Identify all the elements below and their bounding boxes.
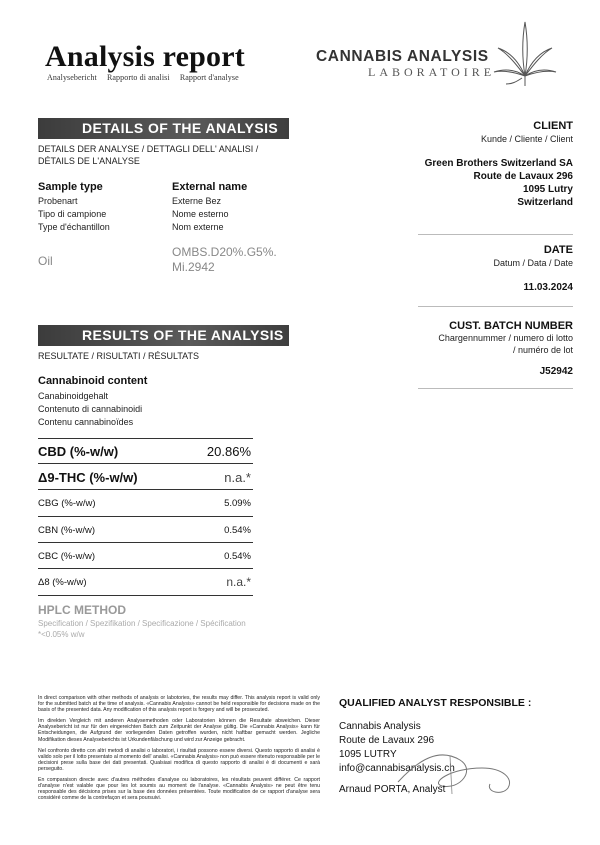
date-divider [418, 306, 573, 307]
table-row [38, 569, 253, 596]
disclaimer-en: In direct comparison with other methods of analysis or labotories, the results may differ. This analysis report is valid only for the submitted batch at the time of analysis. «Cannabis Analysis» cannot be held responsible for decisions made on the basis of the presented data. Any modification of this analysis report is forgery and will be prosecuted. [38, 695, 320, 714]
external-name-value-line1: OMBS.D20%.G5%. [172, 245, 277, 259]
method-spec-line: Specification / Spezifikation / Specificazione / Spécification [38, 619, 246, 628]
disclaimer-de: Im direkten Vergleich mit anderen Analysemethoden oder Laboratorien können die Resultate abweichen. Dieser Analysebericht ist nur für den eingereichten Batch zum Zeitpunkt der Analyse gültig. Die «Cannabis Analysis» kann für Entscheidungen, die Aufgrund der vorliegenden Daten getroffen wurden, nicht haftbar gemacht werden. Jegliche Modifikation dieses Analyseberichts ist Urkundenfälschung und wird zur Anzeige gebracht. [38, 718, 320, 743]
results-sub-line: RESULTATE / RISULTATI / RÉSULTATS [38, 351, 200, 361]
sample-type-fr: Type d'échantillon [38, 222, 110, 232]
details-sub-line1: DETAILS DER ANALYSE / DETTAGLI DELL' ANALISI / [38, 144, 259, 154]
subtitle-it: Rapporto di analisi [106, 73, 170, 82]
sample-type-it: Tipo di campione [38, 209, 107, 219]
date-translations: Datum / Data / Date [493, 258, 573, 268]
batch-divider [418, 388, 573, 389]
date-label: DATE [543, 244, 573, 256]
disclaimer-it: Nel confronto diretto con altri metodi di analisi o laboratori, i risultati possono essere diversi. Questo rapporto di analisi è valido solo per il lotto presentato al momento dell' analisi. «Cannabis Analysis» non può essere ritenuto responsabile per le decisioni prese sulla base dei dati presentati. Qualsiasi modifica di questo rapporto di analisi è di documenti e sarà perseguito. [38, 747, 320, 772]
table-row [38, 543, 253, 569]
results-table [38, 438, 253, 596]
thc-label: Δ9-THC (%-w/w) [38, 470, 138, 485]
sample-type-label: Sample type [38, 181, 103, 193]
analyst-signatory: Arnaud PORTA, Analyst [339, 784, 446, 795]
analyst-city: 1095 LUTRY [339, 749, 397, 760]
disclaimer-fr: En comparaison directe avec d'autres méthodes d'analyse ou laboratoires, les résultats peuvent différer. Ce rapport d'analyse n'est valable que pour les lot soumis au moment de l'analyse. «Cannabis Analysis» ne peut être tenu responsable des décisions prises sur la base des données présentées. Toute modification de ce rapport d'analyse sera considéré comme de la contrefaçon et sera poursuivi. [38, 777, 320, 802]
cannabis-leaf-logo-icon [492, 18, 558, 88]
cannabinoid-fr: Contenu cannabinoïdes [38, 417, 134, 427]
external-name-de: Externe Bez [172, 196, 222, 206]
method-footnote: *<0.05% w/w [38, 630, 85, 639]
results-section-header: RESULTS OF THE ANALYSIS [38, 325, 289, 346]
external-name-value-line2: Mi.2942 [172, 260, 215, 274]
external-name-label: External name [172, 181, 248, 193]
report-subtitles [47, 73, 247, 82]
table-row [38, 439, 253, 464]
batch-value: J52942 [539, 366, 573, 377]
analyst-heading: QUALIFIED ANALYST RESPONSIBLE : [339, 697, 532, 709]
cbg-label: CBG (%-w/w) [38, 498, 96, 509]
cbd-label: CBD (%-w/w) [38, 444, 119, 459]
thc-value: n.a.* [224, 470, 251, 485]
table-row [38, 464, 253, 490]
method-title: HPLC METHOD [38, 603, 126, 617]
analyst-street: Route de Lavaux 296 [339, 735, 435, 746]
external-name-it: Nome esterno [172, 209, 229, 219]
report-title: Analysis report [45, 40, 245, 73]
client-city: 1095 Lutry [522, 184, 573, 195]
brand-name: CANNABIS ANALYSIS [316, 48, 489, 65]
cannabinoid-title: Cannabinoid content [38, 375, 148, 387]
table-row [38, 517, 253, 543]
delta8-label: Δ8 (%-w/w) [38, 577, 87, 588]
details-sub-line2: DÉTAILS DE L'ANALYSE [38, 156, 140, 166]
details-section-header: DETAILS OF THE ANALYSIS [38, 118, 289, 139]
table-row [38, 490, 253, 517]
subtitle-fr: Rapport d'analyse [179, 73, 239, 82]
brand-subtitle: LABORATOIRE [368, 65, 496, 79]
cbn-value: 0.54% [224, 525, 251, 536]
client-street: Route de Lavaux 296 [473, 171, 573, 182]
subtitle-de: Analysebericht [47, 73, 97, 82]
batch-label: CUST. BATCH NUMBER [449, 320, 573, 332]
cannabinoid-de: Canabinoidgehalt [38, 391, 109, 401]
sample-type-value: Oil [38, 254, 53, 268]
cbc-value: 0.54% [224, 551, 251, 562]
delta8-value: n.a.* [226, 575, 251, 589]
client-name: Green Brothers Switzerland SA [424, 158, 573, 169]
analyst-email: info@cannabisanalysis.ch [339, 763, 455, 774]
cbd-value: 20.86% [206, 444, 251, 459]
client-country: Switzerland [517, 197, 573, 208]
disclaimer-block [38, 695, 320, 801]
date-value: 11.03.2024 [523, 282, 573, 293]
cbg-value: 5.09% [224, 498, 251, 509]
batch-translations-line2: / numéro de lot [512, 345, 573, 355]
sample-type-de: Probenart [38, 196, 78, 206]
analyst-org: Cannabis Analysis [339, 721, 421, 732]
cbn-label: CBN (%-w/w) [38, 525, 95, 536]
client-translations: Kunde / Cliente / Client [480, 134, 573, 144]
client-divider [418, 234, 573, 235]
cbc-label: CBC (%-w/w) [38, 551, 95, 562]
cannabinoid-it: Contenuto di cannabinoidi [38, 404, 143, 414]
external-name-fr: Nom externe [172, 222, 224, 232]
client-label: CLIENT [533, 120, 573, 132]
batch-translations-line1: Chargennummer / numero di lotto [438, 333, 573, 343]
